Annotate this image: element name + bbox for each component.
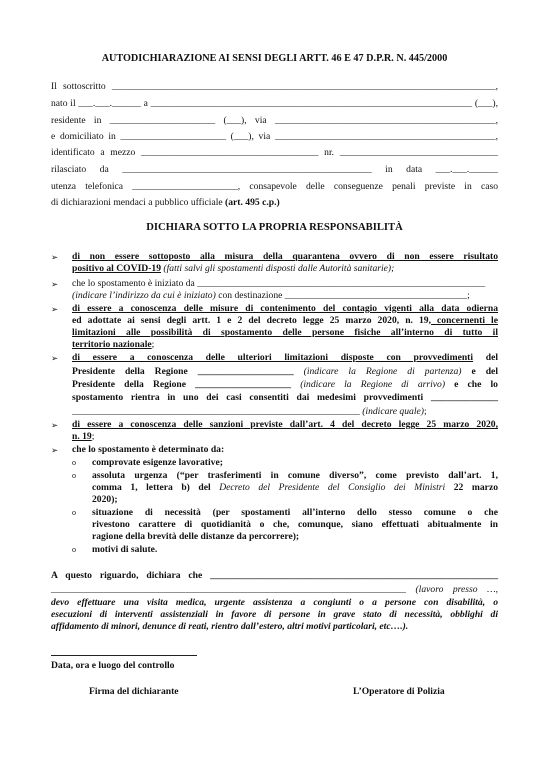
form-line-identificato: identificato a mezzo _____________________________________ nr. _________________________________ bbox=[51, 147, 498, 158]
arrow-bullet-icon: ➢ bbox=[51, 304, 59, 314]
item-regione-line2: Presidente della Regione ____________________ (indicare la Regione di partenza) e del bbox=[72, 366, 498, 377]
form-line-dichiarazioni: di dichiarazioni mendaci a pubblico ufficiale (art. 495 c.p.) bbox=[51, 197, 280, 208]
declarant-signature-label: Firma del dichiarante bbox=[89, 686, 179, 697]
form-line-nato: nato il ___.___.______ a ___________________________________________________________________ (___), bbox=[51, 98, 498, 109]
subitem-urgenza-line1: assoluta urgenza (“per trasferimenti in comune diverso”, come previsto dall’art. 1, bbox=[92, 470, 498, 481]
form-line-utenza: utenza telefonica ______________________, consapevole delle conseguenze penali previste in caso bbox=[51, 181, 498, 192]
circle-bullet-icon: o bbox=[72, 458, 76, 467]
circle-bullet-icon: o bbox=[72, 545, 76, 554]
item-sanzioni-line1: di essere a conoscenza delle sanzioni previste dall’art. 4 del decreto legge 25 marzo 2020, bbox=[72, 419, 498, 430]
form-line-residente: residente in ______________________ (___), via ______________________________________________, bbox=[51, 115, 498, 126]
item-quarantena-line1: di non essere sottoposto alla misura della quarantena ovvero di non essere risultato bbox=[72, 251, 498, 262]
arrow-bullet-icon: ➢ bbox=[51, 353, 59, 363]
subitem-urgenza-line2: comma 1, lettera b) del Decreto del Presidente del Consiglio dei Ministri 22 marzo bbox=[92, 482, 498, 493]
item-spostamento-line1: che lo spostamento è iniziato da ____________________________________________________________ bbox=[72, 278, 486, 289]
riguardo-line2: __________________________________________________________________________ (lavoro presso …, bbox=[51, 584, 499, 595]
item-regione-line4: spostamento rientra in uno dei casi consentiti dai medesimi provvedimenti ______________ bbox=[72, 392, 498, 403]
circle-bullet-icon: o bbox=[72, 471, 76, 480]
police-officer-label: L’Operatore di Polizia bbox=[353, 686, 445, 697]
form-line-sottoscritto: Il sottoscritto ________________________________________________________________________________, bbox=[51, 81, 498, 92]
subitem-salute: motivi di salute. bbox=[92, 544, 158, 555]
item-regione-line1: di essere a conoscenza delle ulteriori limitazioni disposte con provvedimenti del bbox=[72, 352, 498, 363]
date-signature-line bbox=[51, 655, 197, 656]
item-quarantena-line2: positivo al COVID-19 (fatti salvi gli spostamenti disposti dalle Autorità sanitarie); bbox=[72, 263, 395, 274]
item-regione-line5: ____________________________________________________________ (indicare quale); bbox=[72, 406, 427, 417]
item-regione-line3: Presidente della Regione ____________________ (indicare la Regione di arrivo) e che lo bbox=[72, 379, 498, 390]
arrow-bullet-icon: ➢ bbox=[51, 445, 59, 455]
item-sanzioni-line2: n. 19; bbox=[72, 431, 95, 442]
subitem-lavorative: comprovate esigenze lavorative; bbox=[92, 457, 223, 468]
item-motivo-line1: che lo spostamento è determinato da: bbox=[72, 444, 225, 455]
subitem-urgenza-line3: 2020); bbox=[92, 494, 118, 505]
item-misure-line4: territorio nazionale; bbox=[72, 339, 155, 350]
riguardo-line4: esecuzioni di interventi assistenziali in favore di persone in grave stato di necessità, obblighi di bbox=[51, 609, 498, 620]
form-line-rilasciato: rilasciato da ____________________________________________________ in data ___.___.______ bbox=[51, 164, 498, 175]
item-spostamento-line2: (indicare l’indirizzo da cui è iniziato) con destinazione ______________________________________; bbox=[72, 290, 470, 301]
form-line-domiciliato: e domiciliato in ______________________ (___), via ______________________________________________, bbox=[51, 131, 498, 142]
arrow-bullet-icon: ➢ bbox=[51, 252, 59, 262]
arrow-bullet-icon: ➢ bbox=[51, 420, 59, 430]
subitem-necessita-line2: rivestono carattere di quotidianità o che, comunque, siano effettuati abitualmente in bbox=[92, 519, 498, 530]
item-misure-line2: ed adottate ai sensi degli artt. 1 e 2 del decreto legge 25 marzo 2020, n. 19, concernenti le bbox=[72, 315, 498, 326]
section-title: DICHIARA SOTTO LA PROPRIA RESPONSABILITÀ bbox=[146, 222, 403, 233]
subitem-necessita-line3: ragione della brevità delle distanze da percorrere); bbox=[92, 531, 300, 542]
riguardo-line1: A questo riguardo, dichiara che ____________________________________________________________ bbox=[51, 570, 498, 581]
date-place-label: Data, ora e luogo del controllo bbox=[51, 660, 175, 671]
subitem-necessita-line1: situazione di necessità (per spostamenti all’interno dello stesso comune o che bbox=[92, 507, 498, 518]
item-misure-line3: limitazioni alle possibilità di spostamento delle persone fisiche all’interno di tutto il bbox=[72, 327, 498, 338]
arrow-bullet-icon: ➢ bbox=[51, 279, 59, 289]
item-misure-line1: di essere a conoscenza delle misure di contenimento del contagio vigenti alla data odierna bbox=[72, 303, 498, 314]
riguardo-line3: devo effettuare una visita medica, urgente assistenza a congiunti o a persone con disabilità, o bbox=[51, 597, 498, 608]
riguardo-line5: affidamento di minori, denunce di reati, rientro dall’estero, altri motivi particolari, etc….). bbox=[51, 621, 409, 632]
circle-bullet-icon: o bbox=[72, 508, 76, 517]
document-title: AUTODICHIARAZIONE AI SENSI DEGLI ARTT. 46 E 47 D.P.R. N. 445/2000 bbox=[101, 53, 448, 64]
